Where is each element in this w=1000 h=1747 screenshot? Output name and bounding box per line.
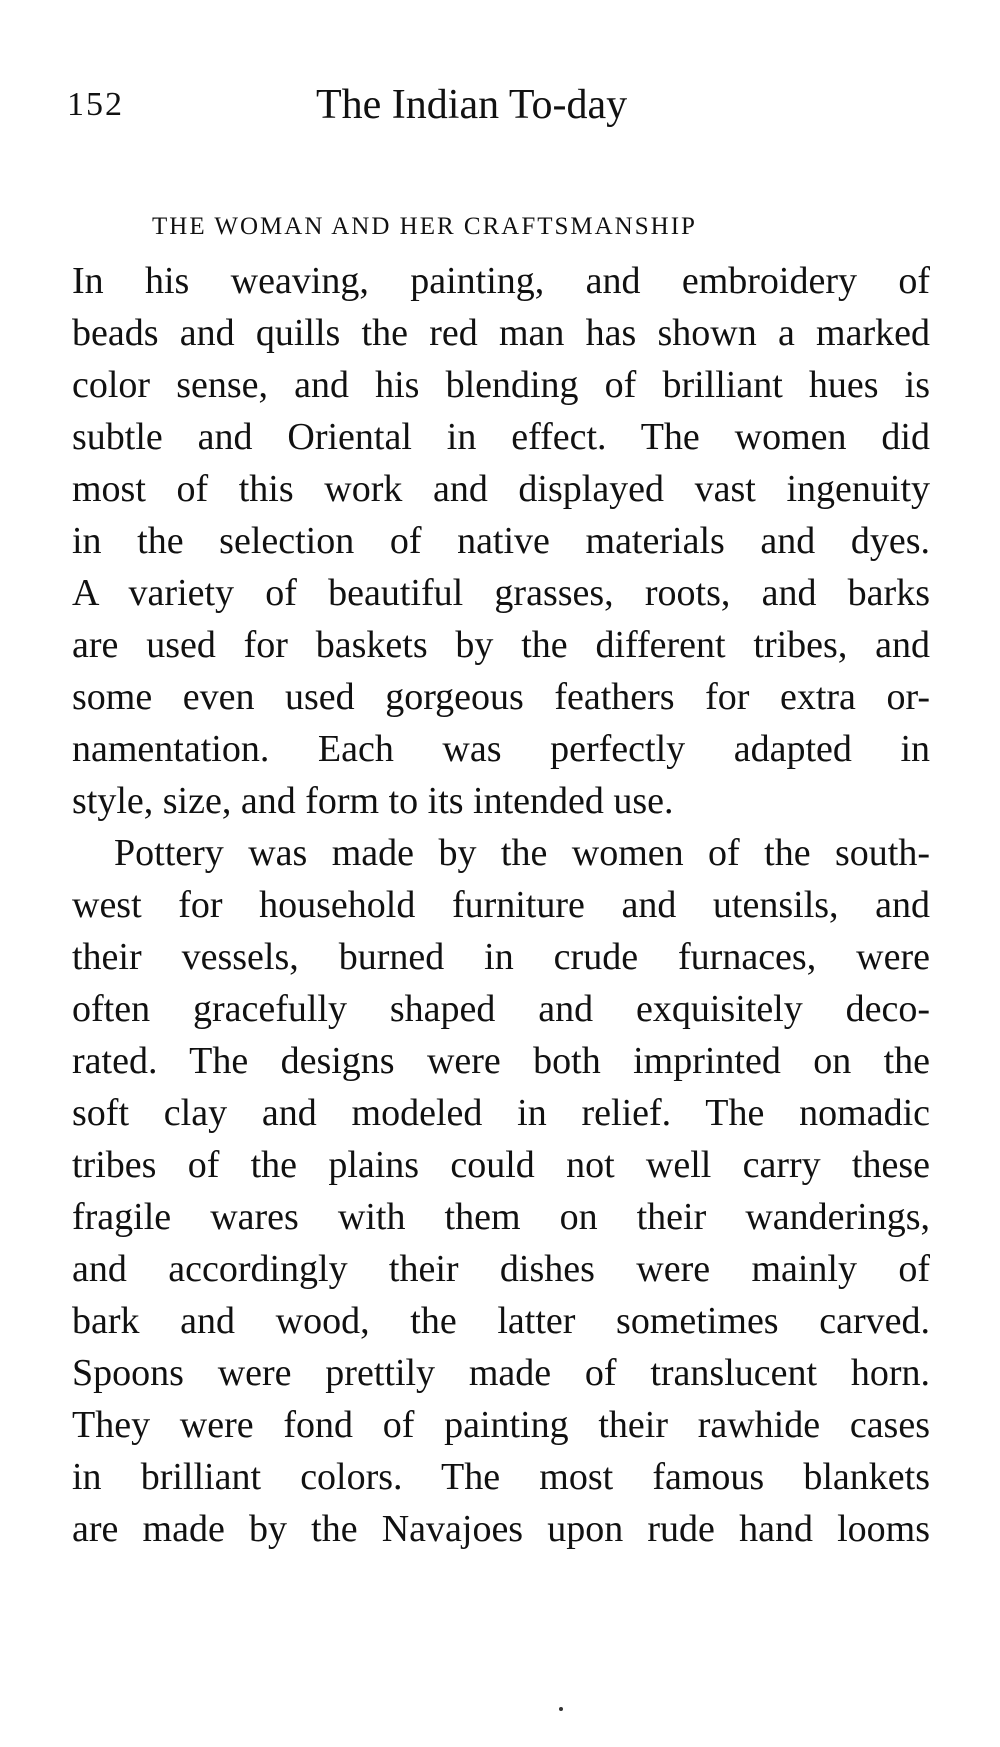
text-line: most of this work and displayed vast ingenuity <box>72 468 930 510</box>
paragraph-1 <box>72 255 930 827</box>
text-line: Spoons were prettily made of translucent horn. <box>72 1352 930 1394</box>
paragraph-2 <box>72 827 930 1555</box>
text-line: in brilliant colors. The most famous blankets <box>72 1456 930 1498</box>
text-line: beads and quills the red man has shown a marked <box>72 312 930 354</box>
text-line: are used for baskets by the different tribes, and <box>72 624 930 666</box>
text-line: In his weaving, painting, and embroidery of <box>72 260 930 302</box>
running-head: The Indian To-day <box>316 82 628 128</box>
text-line: Pottery was made by the women of the south- <box>114 832 930 874</box>
ink-speck <box>559 1707 563 1711</box>
text-line: west for household furniture and utensils, and <box>72 884 930 926</box>
text-line: and accordingly their dishes were mainly of <box>72 1248 930 1290</box>
text-line: tribes of the plains could not well carry these <box>72 1144 930 1186</box>
text-line: A variety of beautiful grasses, roots, and barks <box>72 572 930 614</box>
text-line: rated. The designs were both imprinted on the <box>72 1040 930 1082</box>
section-heading: THE WOMAN AND HER CRAFTSMANSHIP <box>152 213 697 240</box>
text-line: soft clay and modeled in relief. The nomadic <box>72 1092 930 1134</box>
text-line: some even used gorgeous feathers for extra or- <box>72 676 930 718</box>
text-line: color sense, and his blending of brilliant hues is <box>72 364 930 406</box>
text-line: They were fond of painting their rawhide cases <box>72 1404 930 1446</box>
text-line: in the selection of native materials and dyes. <box>72 520 930 562</box>
text-line: are made by the Navajoes upon rude hand looms <box>72 1508 930 1550</box>
text-line: bark and wood, the latter sometimes carved. <box>72 1300 930 1342</box>
body-text <box>72 255 930 1555</box>
text-line: often gracefully shaped and exquisitely deco- <box>72 988 930 1030</box>
text-line: style, size, and form to its intended use. <box>72 780 674 822</box>
text-line: subtle and Oriental in effect. The women did <box>72 416 930 458</box>
text-line: namentation. Each was perfectly adapted in <box>72 728 930 770</box>
text-line: fragile wares with them on their wanderings, <box>72 1196 930 1238</box>
text-line: their vessels, burned in crude furnaces, were <box>72 936 930 978</box>
page-number: 152 <box>67 86 124 123</box>
